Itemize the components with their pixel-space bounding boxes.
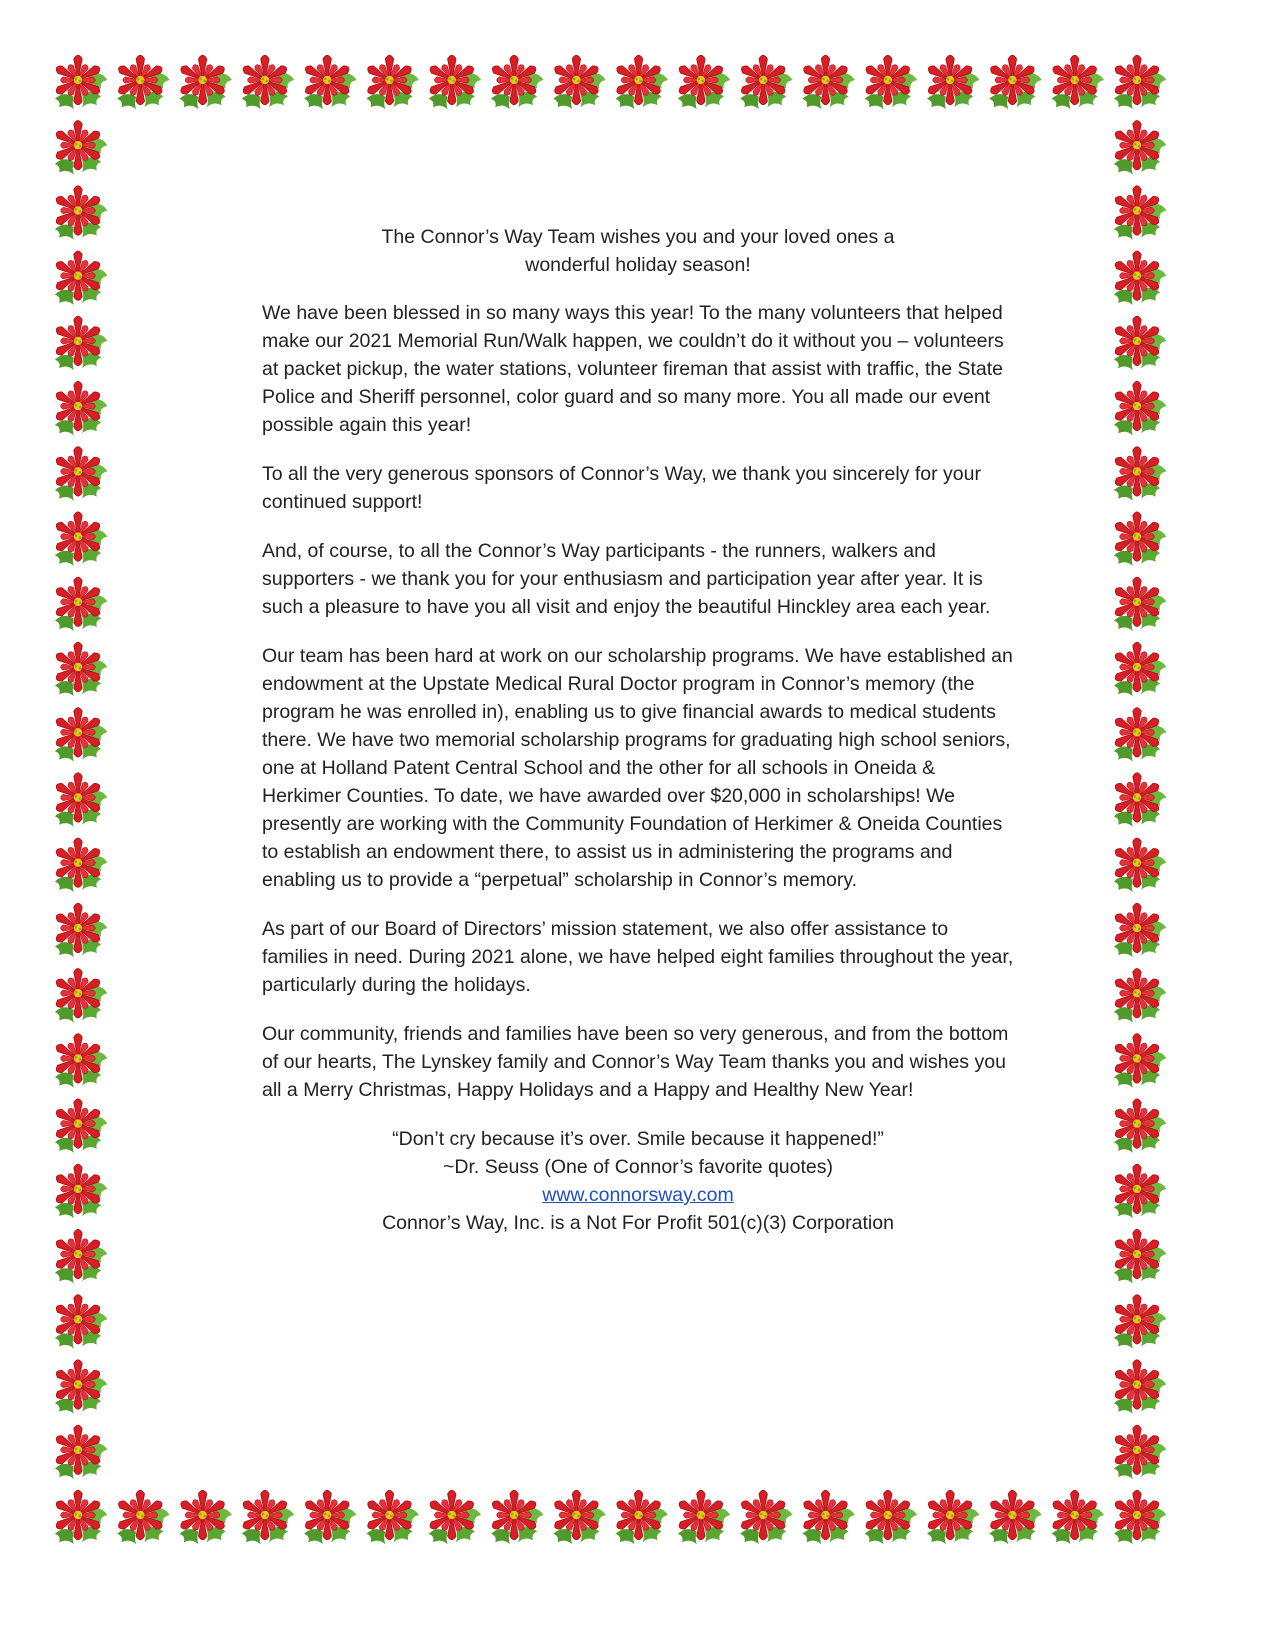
- poinsettia-icon: [55, 316, 108, 370]
- poinsettia-icon: [55, 1360, 108, 1414]
- poinsettia-icon: [55, 251, 108, 305]
- paragraph-families: As part of our Board of Directors’ mission statement, we also offer assistance to families in need. During 2021 alone, we have helped eight families throughout the year, particularly during the holidays.: [262, 918, 1014, 996]
- poinsettia-icon: [55, 447, 108, 501]
- poinsettia-icon: [1114, 381, 1167, 435]
- poinsettia-icon: [55, 1164, 108, 1218]
- poinsettia-icon: [1114, 1490, 1167, 1544]
- poinsettia-icon: [428, 55, 481, 109]
- poinsettia-icon: [55, 773, 108, 827]
- poinsettia-icon: [55, 1229, 108, 1283]
- poinsettia-icon: [1114, 1425, 1167, 1479]
- letter-body: [262, 223, 1014, 1237]
- poinsettia-icon: [927, 55, 980, 109]
- poinsettia-icon: [553, 1490, 606, 1544]
- poinsettia-icon: [1114, 55, 1167, 109]
- quote-attribution: ~Dr. Seuss (One of Connor’s favorite quotes): [442, 1156, 834, 1178]
- poinsettia-icon: [864, 1490, 917, 1544]
- poinsettia-icon: [55, 512, 108, 566]
- poinsettia-icon: [1114, 708, 1167, 762]
- poinsettia-icon: [740, 1490, 793, 1544]
- poinsettia-icon: [864, 55, 917, 109]
- greeting: The Connor’s Way Team wishes you and your loved ones a wonderful holiday season!: [381, 226, 895, 276]
- poinsettia-icon: [55, 838, 108, 892]
- poinsettia-icon: [1114, 1229, 1167, 1283]
- poinsettia-icon: [55, 969, 108, 1023]
- poinsettia-icon: [491, 55, 544, 109]
- paragraph-thanks: Our community, friends and families have been so very generous, and from the bottom of our hearts, The Lynskey family and Connor’s Way Team thanks you and wishes you all a Merry Christmas, Happy Holidays and a Happy and Healthy New Year!: [262, 1023, 1009, 1101]
- poinsettia-icon: [55, 186, 108, 240]
- poinsettia-icon: [304, 55, 357, 109]
- poinsettia-icon: [677, 55, 730, 109]
- quote: “Don’t cry because it’s over. Smile because it happened!”: [392, 1128, 884, 1150]
- poinsettia-icon: [1114, 969, 1167, 1023]
- poinsettia-icon: [1114, 838, 1167, 892]
- poinsettia-icon: [1114, 642, 1167, 696]
- poinsettia-icon: [1114, 447, 1167, 501]
- poinsettia-icon: [989, 55, 1042, 109]
- poinsettia-icon: [304, 1490, 357, 1544]
- poinsettia-icon: [491, 1490, 544, 1544]
- poinsettia-icon: [55, 1425, 108, 1479]
- poinsettia-icon: [1114, 121, 1167, 175]
- poinsettia-icon: [802, 1490, 855, 1544]
- poinsettia-icon: [1114, 512, 1167, 566]
- poinsettia-icon: [1114, 773, 1167, 827]
- poinsettia-icon: [55, 1295, 108, 1349]
- poinsettia-icon: [615, 55, 668, 109]
- poinsettia-icon: [241, 55, 294, 109]
- poinsettia-icon: [366, 1490, 419, 1544]
- poinsettia-icon: [366, 55, 419, 109]
- poinsettia-icon: [55, 903, 108, 957]
- website-link[interactable]: www.connorsway.com: [542, 1184, 734, 1206]
- poinsettia-icon: [1114, 1360, 1167, 1414]
- poinsettia-icon: [1051, 1490, 1104, 1544]
- poinsettia-icon: [989, 1490, 1042, 1544]
- poinsettia-icon: [55, 708, 108, 762]
- poinsettia-icon: [553, 55, 606, 109]
- poinsettia-icon: [55, 55, 108, 109]
- poinsettia-icon: [1114, 186, 1167, 240]
- poinsettia-icon: [1114, 251, 1167, 305]
- poinsettia-icon: [117, 55, 170, 109]
- poinsettia-icon: [677, 1490, 730, 1544]
- poinsettia-icon: [428, 1490, 481, 1544]
- poinsettia-icon: [55, 1490, 108, 1544]
- poinsettia-icon: [55, 642, 108, 696]
- poinsettia-icon: [117, 1490, 170, 1544]
- poinsettia-icon: [55, 577, 108, 631]
- poinsettia-icon: [1114, 577, 1167, 631]
- paragraph-scholarships: Our team has been hard at work on our scholarship programs. We have established an endowment at the Upstate Medical Rural Doctor program in Connor’s memory (the program he was enrolled in), enabling us to give financial awards to medical students there. We have two memorial scholarship programs for graduating high school seniors, one at Holland Patent Central School and the other for all schools in Oneida & Herkimer Counties. To date, we have awarded over $20,000 in scholarships! We presently are working with the Community Foundation of Herkimer & Oneida Counties to establish an endowment there, to assist us in administering the programs and enabling us to provide a “perpetual” scholarship in Connor’s memory.: [262, 645, 1013, 891]
- poinsettia-icon: [55, 121, 108, 175]
- poinsettia-icon: [1114, 1295, 1167, 1349]
- poinsettia-icon: [1114, 1164, 1167, 1218]
- closing-block: [262, 1125, 1014, 1237]
- poinsettia-icon: [802, 55, 855, 109]
- poinsettia-icon: [241, 1490, 294, 1544]
- poinsettia-icon: [55, 1034, 108, 1088]
- paragraph-sponsors: To all the very generous sponsors of Connor’s Way, we thank you sincerely for your continued support!: [262, 463, 981, 513]
- poinsettia-icon: [1114, 1034, 1167, 1088]
- poinsettia-icon: [1114, 903, 1167, 957]
- poinsettia-icon: [179, 55, 232, 109]
- poinsettia-icon: [1114, 316, 1167, 370]
- paragraph-participants: And, of course, to all the Connor’s Way participants - the runners, walkers and supporters - we thank you for your enthusiasm and participation year after year. It is such a pleasure to have you all visit and enjoy the beautiful Hinckley area each year.: [262, 540, 991, 618]
- poinsettia-icon: [615, 1490, 668, 1544]
- poinsettia-icon: [55, 1099, 108, 1153]
- poinsettia-icon: [927, 1490, 980, 1544]
- poinsettia-icon: [1051, 55, 1104, 109]
- poinsettia-icon: [55, 381, 108, 435]
- nonprofit-statement: Connor’s Way, Inc. is a Not For Profit 501(c)(3) Corporation: [382, 1212, 894, 1234]
- poinsettia-icon: [1114, 1099, 1167, 1153]
- poinsettia-icon: [740, 55, 793, 109]
- paragraph-volunteers: We have been blessed in so many ways this year! To the many volunteers that helped make our 2021 Memorial Run/Walk happen, we couldn’t do it without you – volunteers at packet pickup, the water stations, volunteer fireman that assist with traffic, the State Police and Sheriff personnel, color guard and so many more. You all made our event possible again this year!: [262, 302, 1004, 436]
- poinsettia-icon: [179, 1490, 232, 1544]
